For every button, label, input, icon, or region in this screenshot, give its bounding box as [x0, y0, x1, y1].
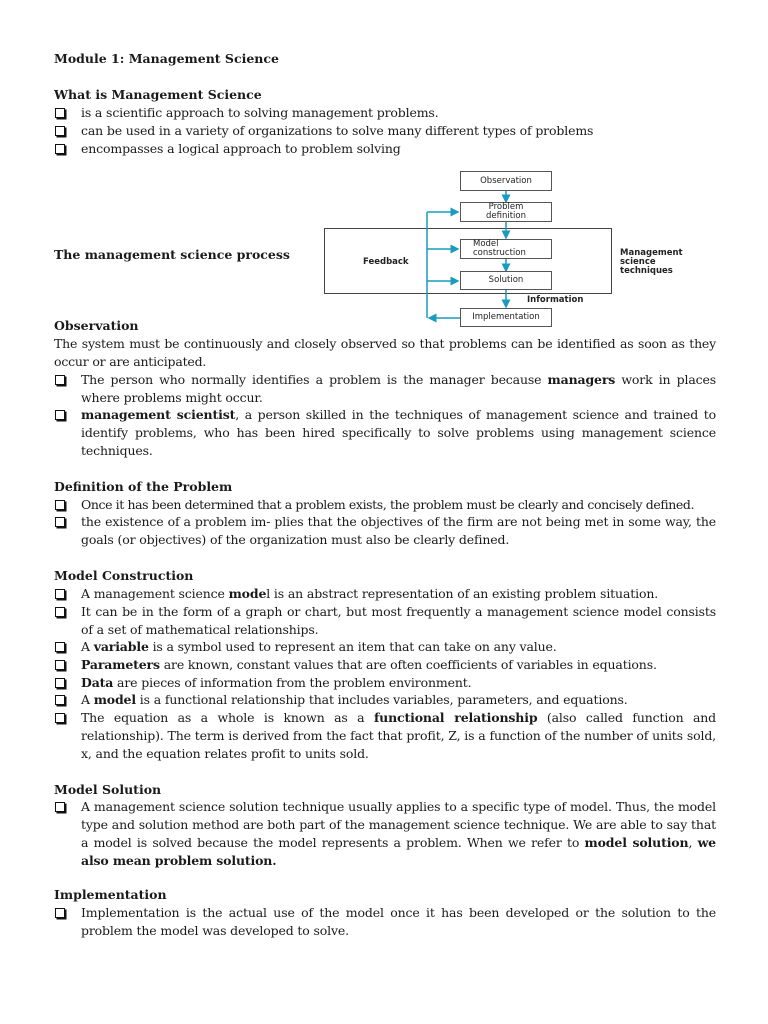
- process-diagram: [320, 165, 720, 330]
- list-item: The equation as a whole is known as a functional relationship (also called function and relationship). The term is derived from the fact that profit, Z, is a function of the number of units sold, x, and the equation relates profit to units sold.: [54, 709, 716, 763]
- page-title: Module 1: Management Science: [54, 51, 279, 66]
- section-heading-construction: Model Construction: [54, 568, 194, 583]
- diagram-box-solution: Solution: [460, 271, 552, 290]
- checkbox-bullet-icon: [55, 642, 65, 652]
- list-item: is a scientific approach to solving management problems.: [54, 104, 716, 122]
- list-item: encompasses a logical approach to problem solving: [54, 140, 716, 158]
- section-heading-implementation: Implementation: [54, 887, 167, 902]
- diagram-box-model-construction: Model construction: [460, 239, 552, 259]
- checkbox-bullet-icon: [55, 108, 65, 118]
- diagram-box-observation: Observation: [460, 171, 552, 191]
- list-item: It can be in the form of a graph or chart, but most frequently a management science model consists of a set of mathematical relationships.: [54, 603, 716, 639]
- list-item: A management science solution technique usually applies to a specific type of model. Thus, the model type and solution method are both part of the management science technique. We are able to say that a model is solved because the model represents a problem. When we refer to model solution, we also mean problem solution.: [54, 798, 716, 870]
- section-heading-what-is: What is Management Science: [54, 87, 262, 102]
- process-label: The management science process: [54, 247, 290, 262]
- list-item: The person who normally identifies a problem is the manager because managers work in places where problems might occur.: [54, 371, 716, 407]
- checkbox-bullet-icon: [55, 375, 65, 385]
- list-item: Once it has been determined that a problem exists, the problem must be clearly and concisely defined.: [54, 496, 716, 514]
- checkbox-bullet-icon: [55, 678, 65, 688]
- checkbox-bullet-icon: [55, 410, 65, 420]
- checkbox-bullet-icon: [55, 802, 65, 812]
- list-item: Parameters are known, constant values that are often coefficients of variables in equations.: [54, 656, 716, 674]
- techniques-label-3: techniques: [620, 266, 673, 276]
- diagram-box-implementation: Implementation: [460, 308, 552, 327]
- observation-intro: The system must be continuously and closely observed so that problems can be identified as soon as they occur or are anticipated.: [54, 336, 716, 369]
- checkbox-bullet-icon: [55, 607, 65, 617]
- feedback-label: Feedback: [363, 257, 409, 267]
- checkbox-bullet-icon: [55, 126, 65, 136]
- information-label: Information: [527, 295, 584, 305]
- list-item: can be used in a variety of organizations to solve many different types of problems: [54, 122, 716, 140]
- checkbox-bullet-icon: [55, 713, 65, 723]
- techniques-label-1: Management: [620, 248, 683, 258]
- list-item: A model is a functional relationship that includes variables, parameters, and equations.: [54, 691, 716, 709]
- list-item: A management science model is an abstract representation of an existing problem situation.: [54, 585, 716, 603]
- list-item: A variable is a symbol used to represent an item that can take on any value.: [54, 638, 716, 656]
- checkbox-bullet-icon: [55, 144, 65, 154]
- checkbox-bullet-icon: [55, 500, 65, 510]
- techniques-label-2: science: [620, 257, 656, 267]
- list-item: management scientist, a person skilled in the techniques of management science and trained to identify problems, who has been hired specifically to solve problems using management science techniques.: [54, 406, 716, 460]
- section-heading-solution: Model Solution: [54, 782, 162, 797]
- section-heading-definition: Definition of the Problem: [54, 479, 233, 494]
- checkbox-bullet-icon: [55, 517, 65, 527]
- list-item: Implementation is the actual use of the model once it has been developed or the solution to the problem the model was developed to solve.: [54, 904, 716, 940]
- checkbox-bullet-icon: [55, 908, 65, 918]
- checkbox-bullet-icon: [55, 695, 65, 705]
- diagram-box-problem-definition: Problem definition: [460, 202, 552, 222]
- list-item: Data are pieces of information from the problem environment.: [54, 674, 716, 692]
- checkbox-bullet-icon: [55, 660, 65, 670]
- list-item: the existence of a problem im- plies that the objectives of the firm are not being met in some way, the goals (or objectives) of the organization must also be clearly defined.: [54, 513, 716, 549]
- section-heading-observation: Observation: [54, 318, 139, 333]
- checkbox-bullet-icon: [55, 589, 65, 599]
